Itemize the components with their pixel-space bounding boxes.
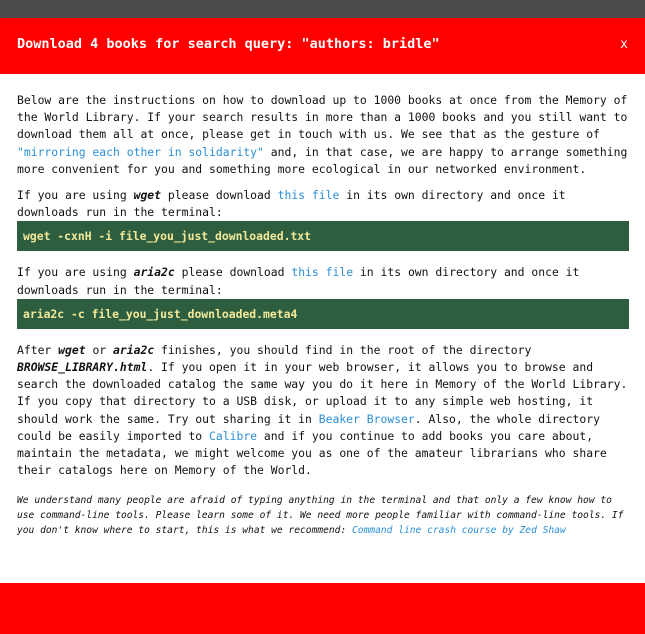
after-tool-wget: wget [58, 342, 86, 357]
wget-mid: please download [161, 188, 278, 203]
backdrop[interactable] [0, 0, 645, 18]
modal-title: Download 4 books for search query: "authors: bridle" [17, 36, 440, 52]
intro-text: Below are the instructions on how to download up to 1000 books at once from the Memory of the World Library. If your search results in more than a 1000 books and you still want to download them all at once, please get in touch with us. We see that as the gesture of [17, 93, 628, 142]
aria2c-file-link[interactable]: this file [291, 265, 354, 280]
aria2c-command[interactable]: aria2c -c file_you_just_downloaded.meta4 [17, 299, 629, 329]
modal-footer [0, 583, 645, 634]
modal-content [17, 92, 629, 538]
after-text-2: or [85, 342, 114, 357]
after-text-1: After [17, 342, 59, 357]
wget-instructions [17, 187, 629, 221]
calibre-link[interactable]: Calibre [209, 428, 258, 443]
intro-text-end: and, in that case, we are happy to arrange something more convenient for you and something more ecological in our networked environment. [17, 144, 628, 176]
download-modal [0, 18, 645, 634]
aria2c-instructions [17, 264, 629, 298]
crash-course-link[interactable]: Command line crash course by Zed Shaw [352, 525, 566, 537]
wget-tool-name: wget [133, 188, 162, 203]
note-text: We understand many people are afraid of typing anything in the terminal and that only a few know how to use command-line tools. Please learn some of it. We need more people familiar with command-line tools. If you don't know where to start, this is what we recommend: [17, 495, 624, 537]
after-text-5: . Also, the whole directory could be easily imported to [17, 411, 600, 443]
beaker-browser-link[interactable]: Beaker Browser [318, 411, 415, 426]
after-text-4: . If you open it in your web browser, it allows you to browse and search the downloaded catalog the same way you do it here in Memory of the World Library. If you copy that directory to a USB disk, or upload it to any simple web hosting, it should work the same. Try out sharing it in [17, 360, 628, 426]
after-paragraph [17, 342, 629, 480]
close-button[interactable]: x [620, 37, 628, 52]
after-text-3: finishes, you should find in the root of the directory [154, 342, 532, 357]
wget-suffix: in its own directory and once it downloads run in the terminal: [17, 188, 566, 220]
aria2c-prefix: If you are using [17, 265, 134, 280]
after-tool-aria2c: aria2c [113, 342, 155, 357]
aria2c-suffix: in its own directory and once it downloads run in the terminal: [17, 265, 580, 297]
wget-command[interactable]: wget -cxnH -i file_you_just_downloaded.txt [17, 221, 629, 251]
mirroring-link[interactable]: "mirroring each other in solidarity" [17, 144, 264, 159]
wget-prefix: If you are using [17, 188, 134, 203]
command-line-note [17, 493, 629, 538]
after-text-6: and if you continue to add books you care about, maintain the metadata, we might welcome you as one of the amateur librarians who share their catalogs here on Memory of the World. [17, 428, 607, 478]
wget-file-link[interactable]: this file [277, 188, 340, 203]
modal-header [0, 18, 645, 74]
aria2c-tool-name: aria2c [133, 265, 175, 280]
aria2c-mid: please download [174, 265, 292, 280]
browse-library-filename: BROWSE_LIBRARY.html [17, 360, 148, 375]
intro-paragraph [17, 92, 629, 178]
